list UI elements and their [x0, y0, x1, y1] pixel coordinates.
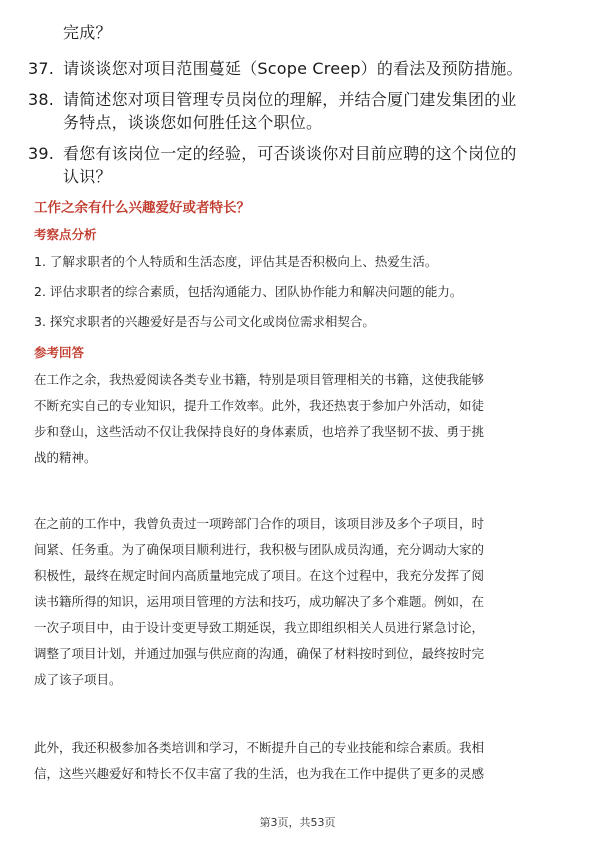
paragraph-line: 此外，我还积极参加各类培训和学习，不断提升自己的专业技能和综合素质。我相: [34, 740, 485, 755]
analysis-point: 2. 评估求职者的综合素质，包括沟通能力、团队协作能力和解决问题的能力。: [34, 284, 463, 299]
paragraph-line: 在之前的工作中，我曾负责过一项跨部门合作的项目，该项目涉及多个子项目，时: [34, 516, 485, 531]
page-footer: 第3页，共53页: [259, 816, 336, 829]
question-text: 请简述您对项目管理专员岗位的理解，并结合厦门建发集团的业: [63, 90, 517, 109]
question-number: 38.: [28, 90, 55, 109]
paragraph-line: 不断充实自己的专业知识，提升工作效率。此外，我还热衷于参加户外活动，如徒: [34, 398, 485, 413]
question-text: 看您有该岗位一定的经验，可否谈谈你对目前应聘的这个岗位的: [63, 144, 517, 163]
question-text: 认识？: [63, 167, 112, 186]
paragraph-line: 在工作之余，我热爱阅读各类专业书籍，特别是项目管理相关的书籍，这使我能够: [34, 372, 485, 387]
answer-paragraph-1: [34, 367, 562, 471]
question-text: 请谈谈您对项目范围蔓延（Scope Creep）的看法及预防措施。: [63, 59, 523, 78]
paragraph-line: 成了该子项目。: [34, 672, 122, 687]
paragraph-line: 调整了项目计划，并通过加强与供应商的沟通，确保了材料按时到位，最终按时完: [34, 646, 485, 661]
paragraph-line: 间紧、任务重。为了确保项目顺利进行，我积极与团队成员沟通，充分调动大家的: [34, 542, 485, 557]
paragraph-line: 一次子项目中，由于设计变更导致工期延误，我立即组织相关人员进行紧急讨论，: [34, 620, 485, 635]
answer-label: 参考回答: [34, 345, 85, 360]
answer-paragraph-3: [34, 735, 562, 787]
paragraph-line: 信，这些兴趣爱好和特长不仅丰富了我的生活，也为我在工作中提供了更多的灵感: [34, 766, 485, 781]
section-title: 工作之余有什么兴趣爱好或者特长？: [34, 200, 250, 216]
paragraph-line: 战的精神。: [34, 450, 97, 465]
analysis-point: 3. 探究求职者的兴趣爱好是否与公司文化或岗位需求相契合。: [34, 314, 375, 329]
question-text: 完成？: [63, 23, 112, 42]
question-text: 务特点，谈谈您如何胜任这个职位。: [63, 113, 323, 132]
question-number: 37.: [28, 59, 55, 78]
paragraph-line: 积极性，最终在规定时间内高质量地完成了项目。在这个过程中，我充分发挥了阅: [34, 568, 485, 583]
question-number: 39.: [28, 144, 55, 163]
paragraph-line: 读书籍所得的知识，运用项目管理的方法和技巧，成功解决了多个难题。例如，在: [34, 594, 485, 609]
paragraph-line: 步和登山，这些活动不仅让我保持良好的身体素质，也培养了我坚韧不拔、勇于挑: [34, 424, 485, 439]
analysis-point: 1. 了解求职者的个人特质和生活态度，评估其是否积极向上、热爱生活。: [34, 254, 438, 269]
analysis-label: 考察点分析: [34, 227, 97, 242]
answer-paragraph-2: [34, 511, 562, 693]
